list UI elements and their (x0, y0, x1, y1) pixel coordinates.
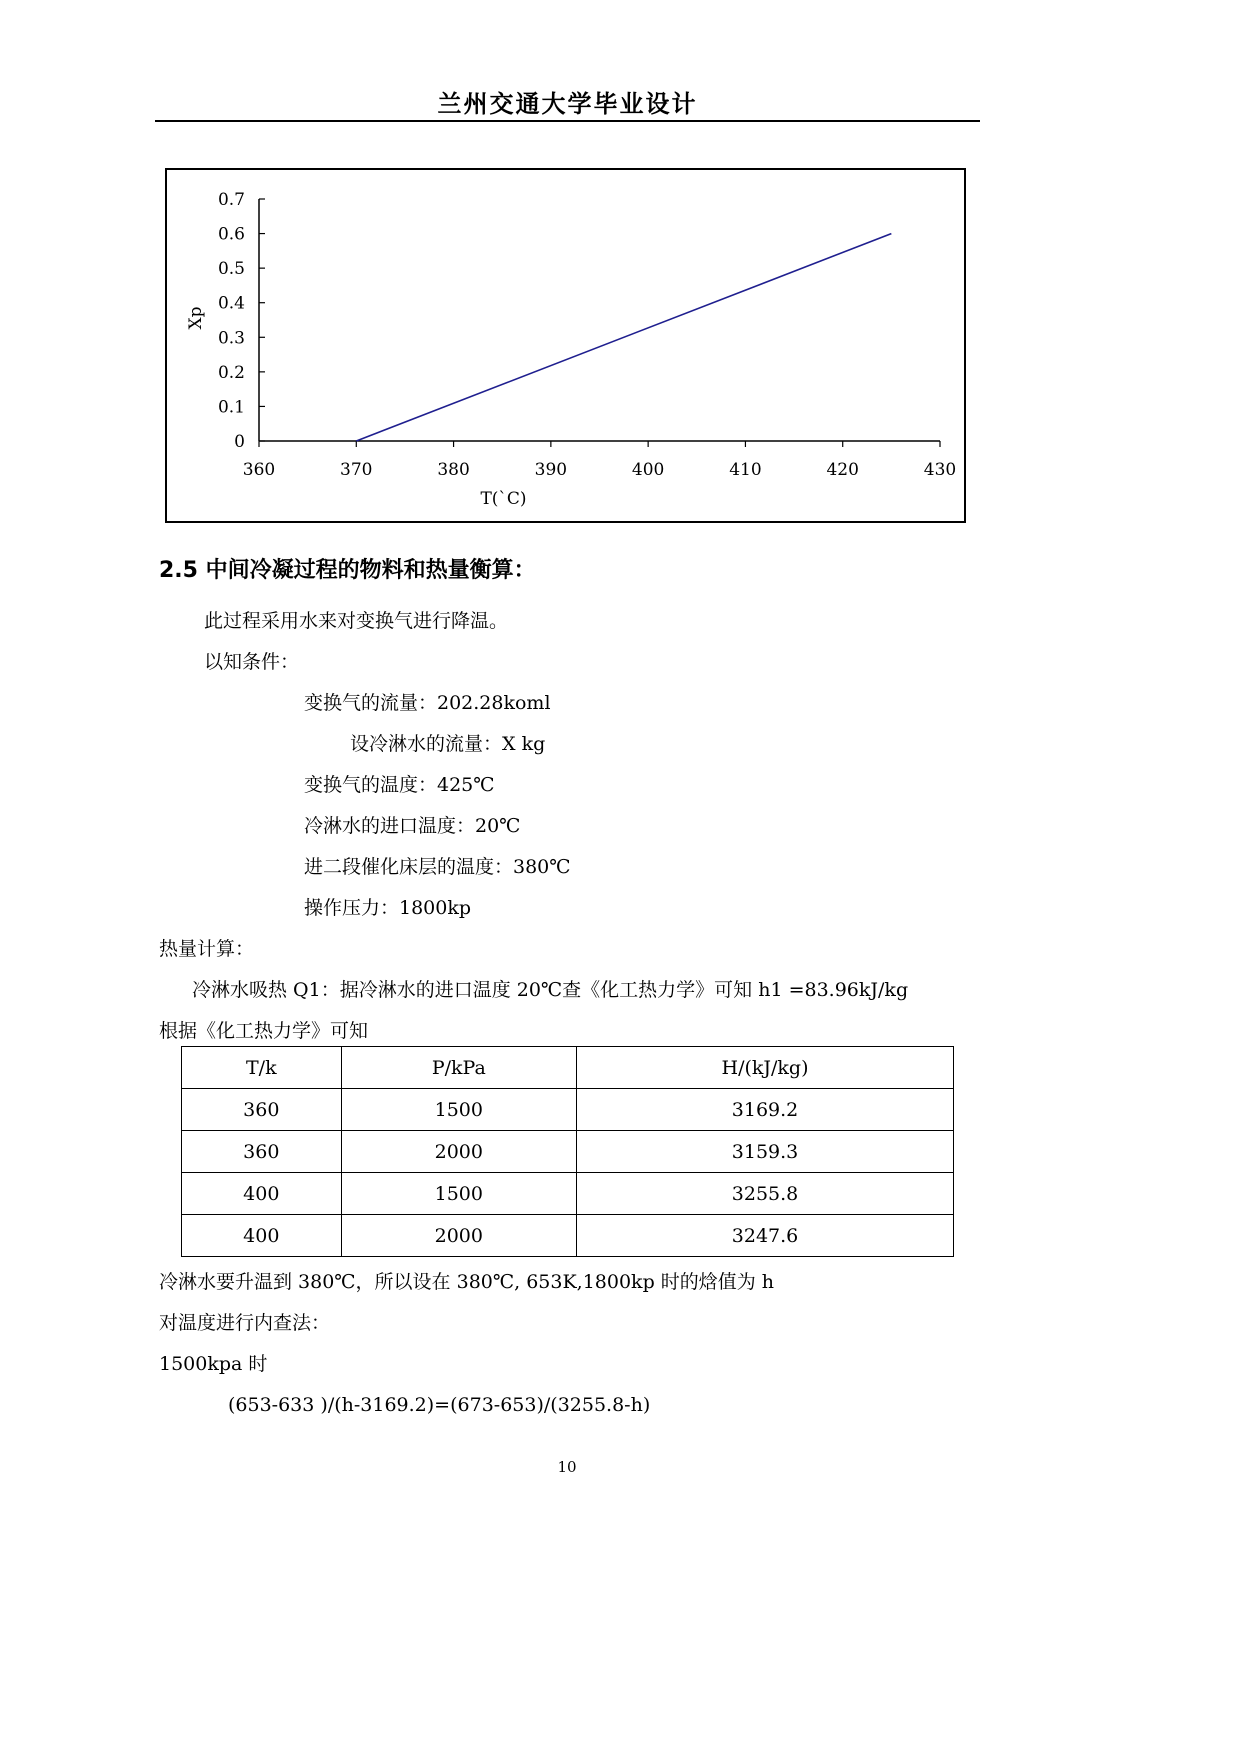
table-cell: 400 (182, 1173, 342, 1215)
condition-item: 变换气的流量：202.28koml (304, 692, 551, 714)
section-heading: 2.5 中间冷凝过程的物料和热量衡算： (159, 558, 536, 583)
heat-calc-label: 热量计算： (159, 938, 255, 960)
table-cell: 400 (182, 1215, 342, 1257)
y-tick-label: 0 (234, 432, 245, 452)
y-tick-label: 0.6 (217, 224, 245, 245)
x-tick-label: 380 (437, 460, 470, 480)
x-tick-label: 430 (923, 460, 957, 480)
table-cell: 1500 (341, 1089, 576, 1131)
table-cell: 3255.8 (577, 1173, 954, 1215)
q1-text: 冷淋水吸热 Q1：据冷淋水的进口温度 20℃查《化工热力学》可知 h1 =83.96kJ/kg (192, 979, 909, 1001)
table-row (182, 1131, 954, 1173)
document-header-title: 兰州交通大学毕业设计 (437, 90, 698, 118)
table-row (182, 1215, 954, 1257)
table-cell: 3159.3 (577, 1131, 954, 1173)
y-tick-label: 0.2 (217, 362, 245, 383)
condition-item: 变换气的温度：425℃ (304, 774, 495, 796)
table-cell: 3247.6 (577, 1215, 954, 1257)
series-line (356, 234, 891, 441)
chart-frame (165, 168, 966, 523)
x-tick-label: 420 (826, 460, 859, 480)
x-tick-label: 410 (729, 460, 762, 480)
x-tick-label: 400 (631, 460, 665, 480)
xp-vs-temperature-chart (167, 170, 968, 525)
table-header-cell: T/k (182, 1047, 342, 1089)
table-header-cell: H/(kJ/kg) (577, 1047, 954, 1089)
condition-item: 进二段催化床层的温度：380℃ (304, 856, 571, 878)
enthalpy-text: 冷淋水要升温到 380℃，所以设在 380℃, 653K,1800kp 时的焓值为 h (159, 1271, 775, 1293)
y-tick-label: 0.7 (217, 190, 245, 210)
known-conditions-label: 以知条件： (204, 651, 300, 673)
x-tick-label: 390 (534, 460, 568, 480)
condition-item: 设冷淋水的流量：X kg (350, 733, 546, 755)
table-cell: 2000 (341, 1215, 576, 1257)
table-header-cell: P/kPa (341, 1047, 576, 1089)
y-tick-label: 0.4 (217, 293, 245, 314)
x-tick-label: 360 (242, 460, 276, 480)
x-axis-label: T(`C) (480, 489, 527, 509)
intro-text: 此过程采用水来对变换气进行降温。 (204, 610, 509, 632)
x-tick-label: 370 (340, 460, 373, 480)
enthalpy-table (181, 1046, 954, 1257)
y-tick-label: 0.3 (217, 328, 245, 349)
header-divider (155, 120, 980, 122)
interpolation-formula: (653-633 )/(h-3169.2)=(673-653)/(3255.8-h) (228, 1394, 651, 1416)
condition-item: 操作压力：1800kp (304, 897, 472, 919)
pressure-label: 1500kpa 时 (159, 1353, 268, 1375)
condition-item: 冷淋水的进口温度：20℃ (304, 815, 521, 837)
table-row (182, 1089, 954, 1131)
table-cell: 1500 (341, 1173, 576, 1215)
table-cell: 360 (182, 1131, 342, 1173)
table-row (182, 1173, 954, 1215)
table-cell: 360 (182, 1089, 342, 1131)
table-cell: 2000 (341, 1131, 576, 1173)
page-number: 10 (557, 1458, 577, 1476)
reference-text: 根据《化工热力学》可知 (159, 1020, 369, 1042)
y-tick-label: 0.5 (217, 259, 245, 280)
table-header-row (182, 1047, 954, 1089)
y-axis-label: Xp (186, 306, 206, 330)
interpolation-label: 对温度进行内查法： (159, 1312, 331, 1334)
table-cell: 3169.2 (577, 1089, 954, 1131)
y-tick-label: 0.1 (217, 397, 245, 418)
